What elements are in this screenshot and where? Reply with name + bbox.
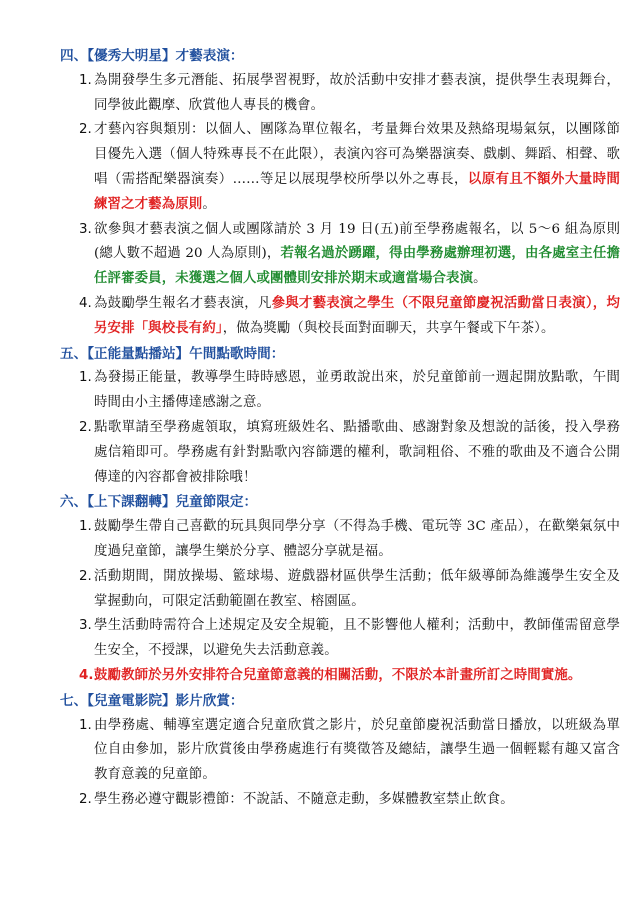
item-number: 1. (79, 72, 92, 88)
emphasis-text-run: 鼓勵教師於另外安排符合兒童節意義的相關活動，不限於本計畫所訂之時間實施。 (94, 667, 582, 683)
item-number: 1. (79, 717, 92, 733)
list-item (79, 366, 620, 416)
item-text (94, 218, 620, 292)
item-number: 3. (79, 221, 92, 237)
section-5 (60, 342, 620, 491)
text-run: 由學務處、輔導室選定適合兒童欣賞之影片，於兒童節慶祝活動當日播放，以班級為單位自由參加，影片欣賞後由學務處進行有獎徵答及總結，讓學生過一個輕鬆有趣又富含教育意義的兒童節。 (94, 717, 620, 783)
section-heading: 五、【正能量點播站】午間點歌時間： (60, 345, 285, 362)
emphasis-text-run: 以原有且不額外大量時間練習之才藝為原則 (94, 171, 620, 212)
item-list (60, 69, 620, 342)
item-text (94, 788, 620, 813)
item-text (94, 714, 620, 788)
item-text (94, 664, 620, 689)
list-item (79, 416, 620, 490)
list-item (79, 118, 620, 217)
list-item (79, 788, 620, 813)
section-7 (60, 689, 620, 813)
section-heading: 六、【上下課翻轉】兒童節限定： (60, 494, 258, 511)
text-run: 點歌單請至學務處領取，填寫班級姓名、點播歌曲、感謝對象及想說的話後，投入學務處信箱即可。學務處有針對點歌內容篩選的權利，歌詞粗俗、不雅的歌曲及不適合公開傳達的內容都會被排除哦！ (94, 419, 620, 485)
item-number: 1. (79, 519, 92, 535)
item-text (94, 69, 620, 119)
list-item (79, 565, 620, 615)
text-run: 學生活動時需符合上述規定及安全規範，且不影響他人權利；活動中，教師僅需留意學生安全，不授課，以避免失去活動意義。 (94, 618, 620, 659)
item-number: 1. (79, 370, 92, 386)
list-item (79, 614, 620, 664)
item-number: 3. (79, 618, 92, 634)
text-run: 為開發學生多元潛能、拓展學習視野，故於活動中安排才藝表演，提供學生表現舞台，同學彼此觀摩、欣賞他人專長的機會。 (94, 72, 620, 113)
item-text (94, 118, 620, 217)
list-item (79, 664, 620, 689)
text-run: 鼓勵學生帶自己喜歡的玩具與同學分享（不得為手機、電玩等 3C 產品），在歡樂氣氛中度過兒童節，讓學生樂於分享、體認分享就是福。 (94, 519, 620, 559)
text-run: 為鼓勵學生報名才藝表演，凡 (94, 295, 272, 311)
item-list (60, 366, 620, 490)
text-run: 為發揚正能量，教導學生時時感恩，並勇敢說出來，於兒童節前一週起開放點歌，午間時間由小主播傳達感謝之意。 (94, 370, 620, 411)
text-run: 學生務必遵守觀影禮節：不說話、不隨意走動，多媒體教室禁止飲食。 (94, 791, 514, 807)
item-number: 2. (79, 122, 92, 138)
section-6 (60, 490, 620, 688)
item-list (60, 714, 620, 813)
list-item (79, 714, 620, 788)
item-number: 4. (79, 295, 92, 311)
document-page (60, 44, 620, 813)
text-run: 。 (473, 271, 487, 287)
item-list (60, 515, 620, 689)
section-heading: 七、【兒童電影院】影片欣賞： (60, 692, 244, 709)
list-item (79, 69, 620, 119)
item-text (94, 292, 620, 342)
emphasis-text-run: 參與才藝表演之學生（不限兒童節慶祝活動當日表演），均另安排「與校長有約」 (94, 295, 620, 336)
text-run: 欲參與才藝表演之個人或團隊請於 3 月 19 日(五)前至學務處報名，以 5～6 組為原則(總人數不超過 20 人為原則)， (94, 221, 620, 262)
section-4 (60, 44, 620, 342)
item-number: 4. (79, 667, 94, 683)
list-item (79, 218, 620, 292)
item-text (94, 614, 620, 664)
item-text (94, 416, 620, 490)
item-text (94, 366, 620, 416)
text-run: 。 (202, 196, 216, 212)
item-text (94, 515, 620, 565)
section-heading: 四、【優秀大明星】才藝表演： (60, 48, 244, 64)
item-number: 2. (79, 419, 92, 435)
list-item (79, 292, 620, 342)
text-run: 才藝內容與類別：以個人、團隊為單位報名，考量舞台效果及熱絡現場氣氛，以團隊節目優先入選（個人特殊專長不在此限），表演內容可為樂器演奏、戲劇、舞蹈、相聲、歌唱（需搭配樂器演奏）……等足以展現學校所學以外之專長， (94, 122, 620, 187)
list-item (79, 515, 620, 565)
text-run: 活動期間，開放操場、籃球場、遊戲器材區供學生活動；低年級導師為維護學生安全及掌握動向，可限定活動範圍在教室、榕園區。 (94, 568, 620, 609)
emphasis-text-run: 若報名過於踴躍，得由學務處辦理初選，由各處室主任擔任評審委員，未獲選之個人或團體則安排於期末或適當場合表演 (94, 246, 620, 287)
item-text (94, 565, 620, 615)
text-run: ，做為獎勵（與校長面對面聊天，共享午餐或下午茶）。 (222, 320, 555, 336)
item-number: 2. (79, 568, 92, 584)
item-number: 2. (79, 791, 92, 807)
